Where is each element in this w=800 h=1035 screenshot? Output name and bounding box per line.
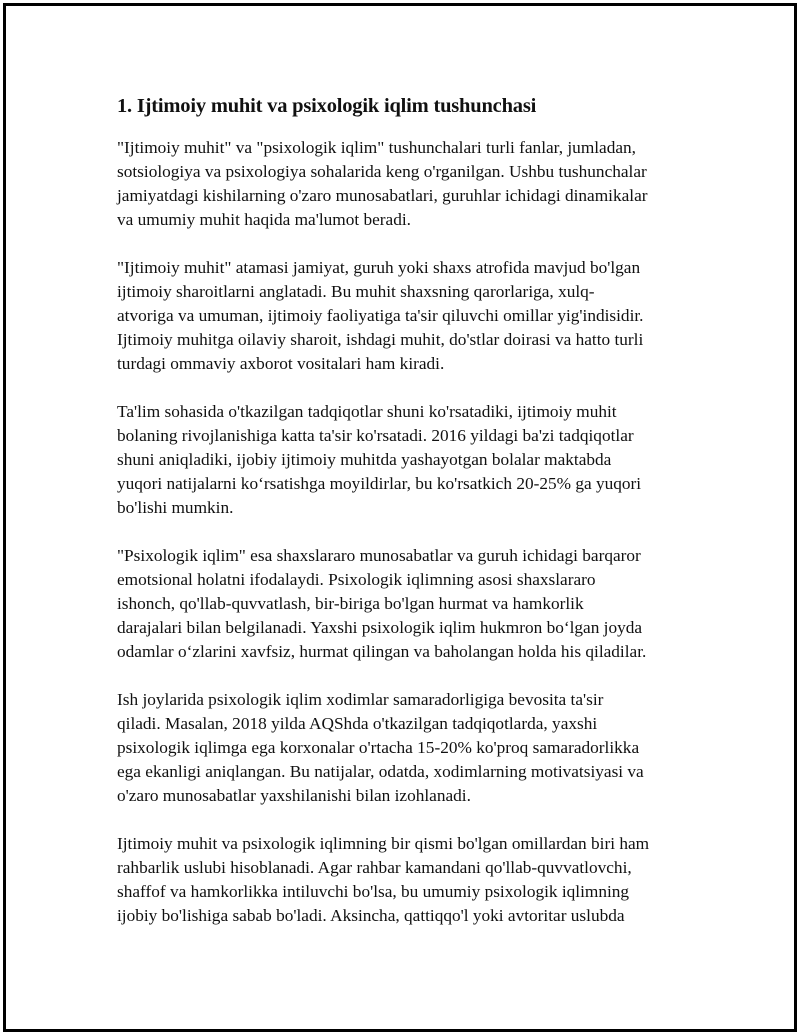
body-paragraph bbox=[117, 136, 695, 232]
paragraph-line: rahbarlik uslubi hisoblanadi. Agar rahbar kamandani qo'llab-quvvatlovchi, bbox=[117, 858, 632, 877]
body-paragraph bbox=[117, 832, 695, 928]
body-paragraph bbox=[117, 688, 695, 808]
paragraph-line: "Ijtimoiy muhit" atamasi jamiyat, guruh yoki shaxs atrofida mavjud bo'lgan bbox=[117, 258, 641, 277]
paragraph-line: va umumiy muhit haqida ma'lumot beradi. bbox=[117, 210, 411, 229]
paragraph-line: "Ijtimoiy muhit" va "psixologik iqlim" tushunchalari turli fanlar, jumladan, bbox=[117, 138, 637, 157]
paragraph-line: Ish joylarida psixologik iqlim xodimlar samaradorligiga bevosita ta'sir bbox=[117, 690, 604, 709]
paragraph-line: emotsional holatni ifodalaydi. Psixologik iqlimning asosi shaxslararo bbox=[117, 570, 596, 589]
paragraph-line: ijtimoiy sharoitlarni anglatadi. Bu muhit shaxsning qarorlariga, xulq- bbox=[117, 282, 595, 301]
document-body bbox=[117, 92, 695, 952]
paragraph-line: jamiyatdagi kishilarning o'zaro munosabatlari, guruhlar ichidagi dinamikalar bbox=[117, 186, 648, 205]
paragraph-line: darajalari bilan belgilanadi. Yaxshi psixologik iqlim hukmron bo‘lgan joyda bbox=[117, 618, 643, 637]
section-heading: 1. Ijtimoiy muhit va psixologik iqlim tushunchasi bbox=[117, 95, 537, 117]
paragraph-line: atvoriga va umuman, ijtimoiy faoliyatiga ta'sir qiluvchi omillar yig'indisidir. bbox=[117, 306, 644, 325]
paragraph-line: shaffof va hamkorlikka intiluvchi bo'lsa, bu umumiy psixologik iqlimning bbox=[117, 882, 630, 901]
body-paragraph bbox=[117, 256, 695, 376]
body-paragraph bbox=[117, 400, 695, 520]
paragraph-line: ijobiy bo'lishiga sabab bo'ladi. Aksincha, qattiqqo'l yoki avtoritar uslubda bbox=[117, 906, 625, 925]
paragraph-line: shuni aniqladiki, ijobiy ijtimoiy muhitda yashayotgan bolalar maktabda bbox=[117, 450, 612, 469]
paragraph-list bbox=[117, 136, 695, 928]
paragraph-line: odamlar o‘zlarini xavfsiz, hurmat qilingan va baholangan holda his qiladilar. bbox=[117, 642, 647, 661]
paragraph-line: yuqori natijalarni ko‘rsatishga moyildirlar, bu ko'rsatkich 20-25% ga yuqori bbox=[117, 474, 642, 493]
paragraph-line: ishonch, qo'llab-quvvatlash, bir-biriga bo'lgan hurmat va hamkorlik bbox=[117, 594, 584, 613]
paragraph-line: "Psixologik iqlim" esa shaxslararo munosabatlar va guruh ichidagi barqaror bbox=[117, 546, 641, 565]
paragraph-line: ega ekanligi aniqlangan. Bu natijalar, odatda, xodimlarning motivatsiyasi va bbox=[117, 762, 644, 781]
body-paragraph bbox=[117, 544, 695, 664]
paragraph-line: psixologik iqlimga ega korxonalar o'rtacha 15-20% ko'proq samaradorlikka bbox=[117, 738, 640, 757]
paragraph-line: sotsiologiya va psixologiya sohalarida keng o'rganilgan. Ushbu tushunchalar bbox=[117, 162, 647, 181]
paragraph-line: turdagi ommaviy axborot vositalari ham kiradi. bbox=[117, 354, 445, 373]
paragraph-line: qiladi. Masalan, 2018 yilda AQShda o'tkazilgan tadqiqotlarda, yaxshi bbox=[117, 714, 598, 733]
paragraph-line: Ijtimoiy muhit va psixologik iqlimning bir qismi bo'lgan omillardan biri ham bbox=[117, 834, 650, 853]
paragraph-line: bo'lishi mumkin. bbox=[117, 498, 234, 517]
paragraph-line: o'zaro munosabatlar yaxshilanishi bilan izohlanadi. bbox=[117, 786, 471, 805]
paragraph-line: bolaning rivojlanishiga katta ta'sir ko'rsatadi. 2016 yildagi ba'zi tadqiqotlar bbox=[117, 426, 634, 445]
paragraph-line: Ijtimoiy muhitga oilaviy sharoit, ishdagi muhit, do'stlar doirasi va hatto turli bbox=[117, 330, 644, 349]
paragraph-line: Ta'lim sohasida o'tkazilgan tadqiqotlar shuni ko'rsatadiki, ijtimoiy muhit bbox=[117, 402, 617, 421]
